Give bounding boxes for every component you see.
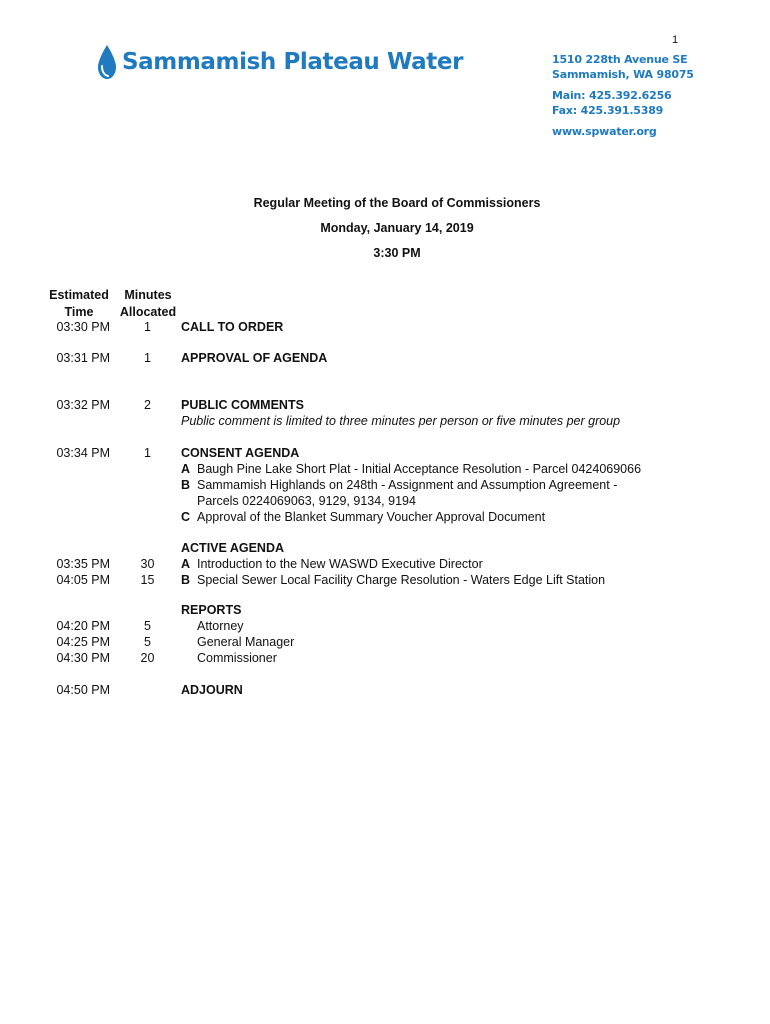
logo-name: Sammamish Plateau Water xyxy=(122,49,464,75)
agenda-time: 04:50 PM xyxy=(56,683,110,697)
public-comment-note: Public comment is limited to three minutes per person or five minutes per group xyxy=(181,414,621,428)
minutes-column-header: Minutes Allocated xyxy=(119,288,177,319)
phone-fax: Fax: 425.391.5389 xyxy=(552,104,664,117)
consent-item-b: B Sammamish Highlands on 248th - Assignment and Assumption Agreement - xyxy=(181,478,618,492)
agenda-minutes: 5 xyxy=(144,619,151,633)
agenda-time: 03:31 PM xyxy=(56,351,110,365)
agenda-item-title: ACTIVE AGENDA xyxy=(181,541,285,555)
agenda-time: 04:05 PM xyxy=(56,573,110,587)
agenda-time: 04:25 PM xyxy=(56,635,110,649)
agenda-minutes: 1 xyxy=(144,446,151,460)
address-city: Sammamish, WA 98075 xyxy=(552,68,694,81)
active-item-a: A Introduction to the New WASWD Executive Director xyxy=(181,557,483,571)
agenda-item-title: PUBLIC COMMENTS xyxy=(181,398,304,412)
agenda-minutes: 30 xyxy=(140,557,155,571)
meeting-date: Monday, January 14, 2019 xyxy=(320,221,474,235)
meeting-time: 3:30 PM xyxy=(373,246,421,260)
agenda-item-title: REPORTS xyxy=(181,603,242,617)
logo xyxy=(96,44,463,80)
agenda-time: 03:32 PM xyxy=(56,398,110,412)
website: www.spwater.org xyxy=(552,125,657,138)
address-block xyxy=(552,52,694,139)
meeting-title: Regular Meeting of the Board of Commissioners xyxy=(253,196,541,210)
active-item-b: B Special Sewer Local Facility Charge Resolution - Waters Edge Lift Station xyxy=(181,573,606,587)
meeting-title-block xyxy=(0,194,770,269)
consent-item-a: A Baugh Pine Lake Short Plat - Initial Acceptance Resolution - Parcel 0424069066 xyxy=(181,462,642,476)
report-item: General Manager xyxy=(197,635,295,649)
agenda-item-title: CALL TO ORDER xyxy=(181,320,284,334)
time-column-header: Estimated Time xyxy=(49,288,109,319)
agenda-minutes: 5 xyxy=(144,635,151,649)
agenda-item-title: APPROVAL OF AGENDA xyxy=(181,351,328,365)
agenda-minutes: 20 xyxy=(140,651,155,665)
agenda-time: 03:35 PM xyxy=(56,557,110,571)
agenda-minutes: 1 xyxy=(144,351,151,365)
agenda-item-title: CONSENT AGENDA xyxy=(181,446,300,460)
phone-main: Main: 425.392.6256 xyxy=(552,89,672,102)
report-item: Commissioner xyxy=(197,651,277,665)
water-drop-icon xyxy=(96,44,118,80)
consent-item-c: C Approval of the Blanket Summary Voucher Approval Document xyxy=(181,510,546,524)
agenda-minutes: 1 xyxy=(144,320,151,334)
agenda-item-title: ADJOURN xyxy=(181,683,243,697)
agenda-time: 04:30 PM xyxy=(56,651,110,665)
agenda-time: 03:34 PM xyxy=(56,446,110,460)
report-item: Attorney xyxy=(197,619,244,633)
address-street: 1510 228th Avenue SE xyxy=(552,53,688,66)
page-number: 1 xyxy=(672,34,679,46)
agenda-minutes: 15 xyxy=(140,573,155,587)
consent-item-b-cont: Parcels 0224069063, 9129, 9134, 9194 xyxy=(197,494,416,508)
agenda-time: 03:30 PM xyxy=(56,320,110,334)
agenda-time: 04:20 PM xyxy=(56,619,110,633)
agenda-minutes: 2 xyxy=(144,398,151,412)
